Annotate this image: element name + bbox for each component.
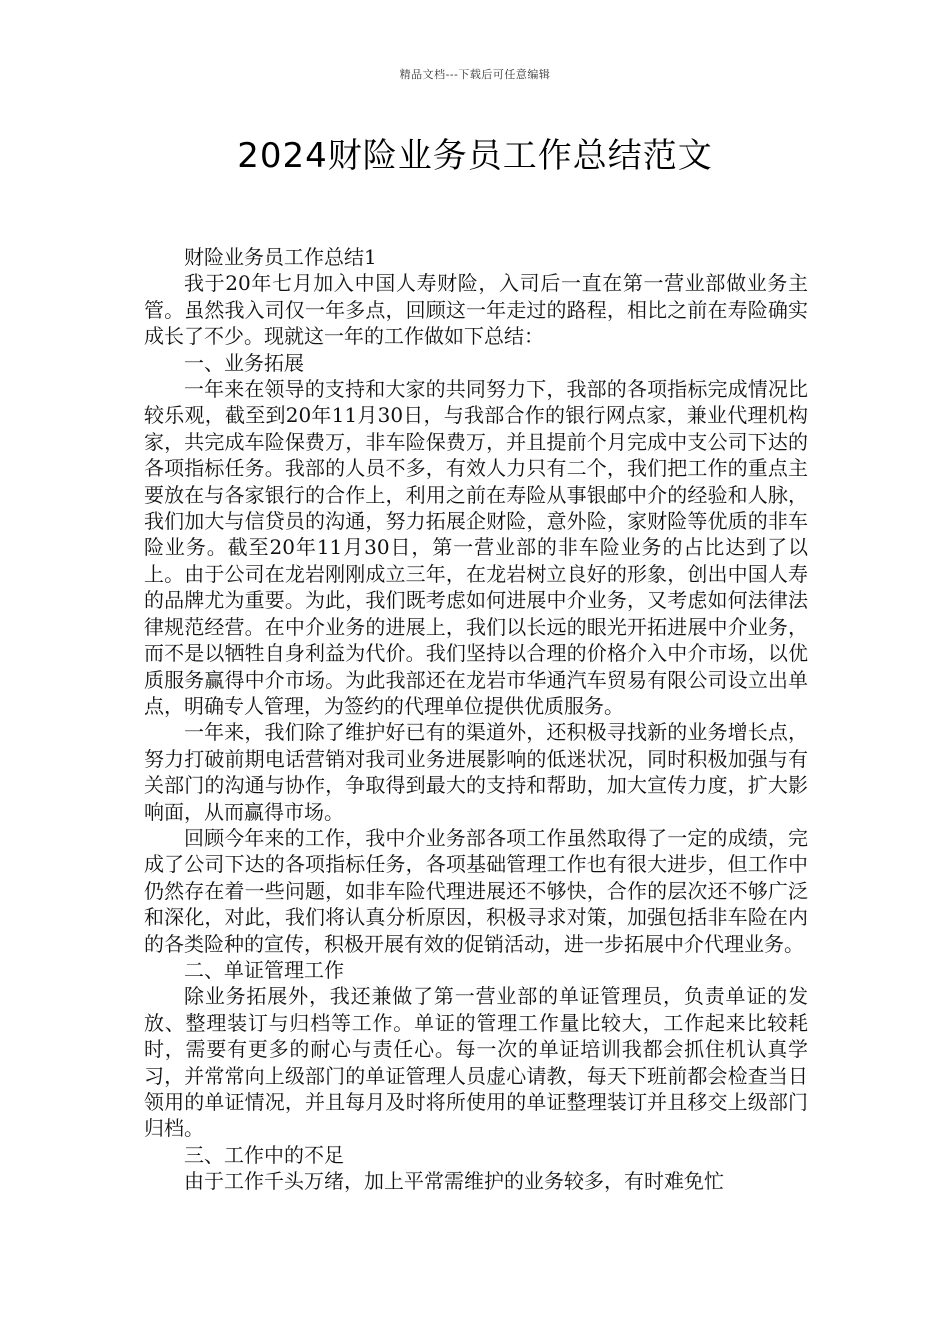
document-body [144,244,808,1195]
section-heading: 一、业务拓展 [184,350,304,375]
paragraph: 一年来，我们除了维护好已有的渠道外，还积极寻找新的业务增长点，努力打破前期电话营销对我司业务进展影响的低迷状况，同时积极加强与有关部门的沟通与协作，争取得到最大的支持和帮助，加大宣传力度，扩大影响面，从而赢得市场。 [144,720,808,824]
paragraph: 由于工作千头万绪，加上平常需维护的业务较多，有时难免忙 [184,1169,724,1194]
paragraph: 一年来在领导的支持和大家的共同努力下，我部的各项指标完成情况比较乐观，截至到20年11月30日，与我部合作的银行网点家，兼业代理机构家，共完成车险保费万，非车险保费万，并且提前个月完成中支公司下达的各项指标任务。我部的人员不多，有效人力只有二个，我们把工作的重点主要放在与各家银行的合作上，利用之前在寿险从事银邮中介的经验和人脉，我们加大与信贷员的沟通，努力拓展企财险，意外险，家财险等优质的非车险业务。截至20年11月30日，第一营业部的非车险业务的占比达到了以上。由于公司在龙岩刚刚成立三年，在龙岩树立良好的形象，创出中国人寿的品牌尤为重要。为此，我们既考虑如何进展中介业务，又考虑如何法律法律规范经营。在中介业务的进展上，我们以长远的眼光开拓进展中介业务，而不是以牺牲自身利益为代价。我们坚持以合理的价格介入中介市场，以优质服务赢得中介市场。为此我部还在龙岩市华通汽车贸易有限公司设立出单点，明确专人管理，为签约的代理单位提供优质服务。 [144,377,808,718]
section-heading: 三、工作中的不足 [184,1142,344,1167]
paragraph: 除业务拓展外，我还兼做了第一营业部的单证管理员，负责单证的发放、整理装订与归档等工作。单证的管理工作量比较大，工作起来比较耗时，需要有更多的耐心与责任心。每一次的单证培训我都会抓住机认真学习，并常常向上级部门的单证管理人员虚心请教，每天下班前都会检查当日领用的单证情况，并且每月及时将所使用的单证整理装订并且移交上级部门归档。 [144,984,808,1141]
paragraph: 我于20年七月加入中国人寿财险，入司后一直在第一营业部做业务主管。虽然我入司仅一年多点，回顾这一年走过的路程，相比之前在寿险确实成长了不少。现就这一年的工作做如下总结： [144,271,808,349]
section-heading: 财险业务员工作总结1 [184,245,377,269]
document-title: 2024财险业务员工作总结范文 [237,136,713,176]
header-note: 精品文档---下载后可任意编辑 [399,68,551,81]
section-heading: 二、单证管理工作 [184,957,344,982]
paragraph: 回顾今年来的工作，我中介业务部各项工作虽然取得了一定的成绩，完成了公司下达的各项指标任务，各项基础管理工作也有很大进步，但工作中仍然存在着一些问题，如非车险代理进展还不够快，合作的层次还不够广泛和深化，对此，我们将认真分析原因，积极寻求对策，加强包括非车险在内的各类险种的宣传，积极开展有效的促销活动，进一步拓展中介代理业务。 [144,825,808,956]
